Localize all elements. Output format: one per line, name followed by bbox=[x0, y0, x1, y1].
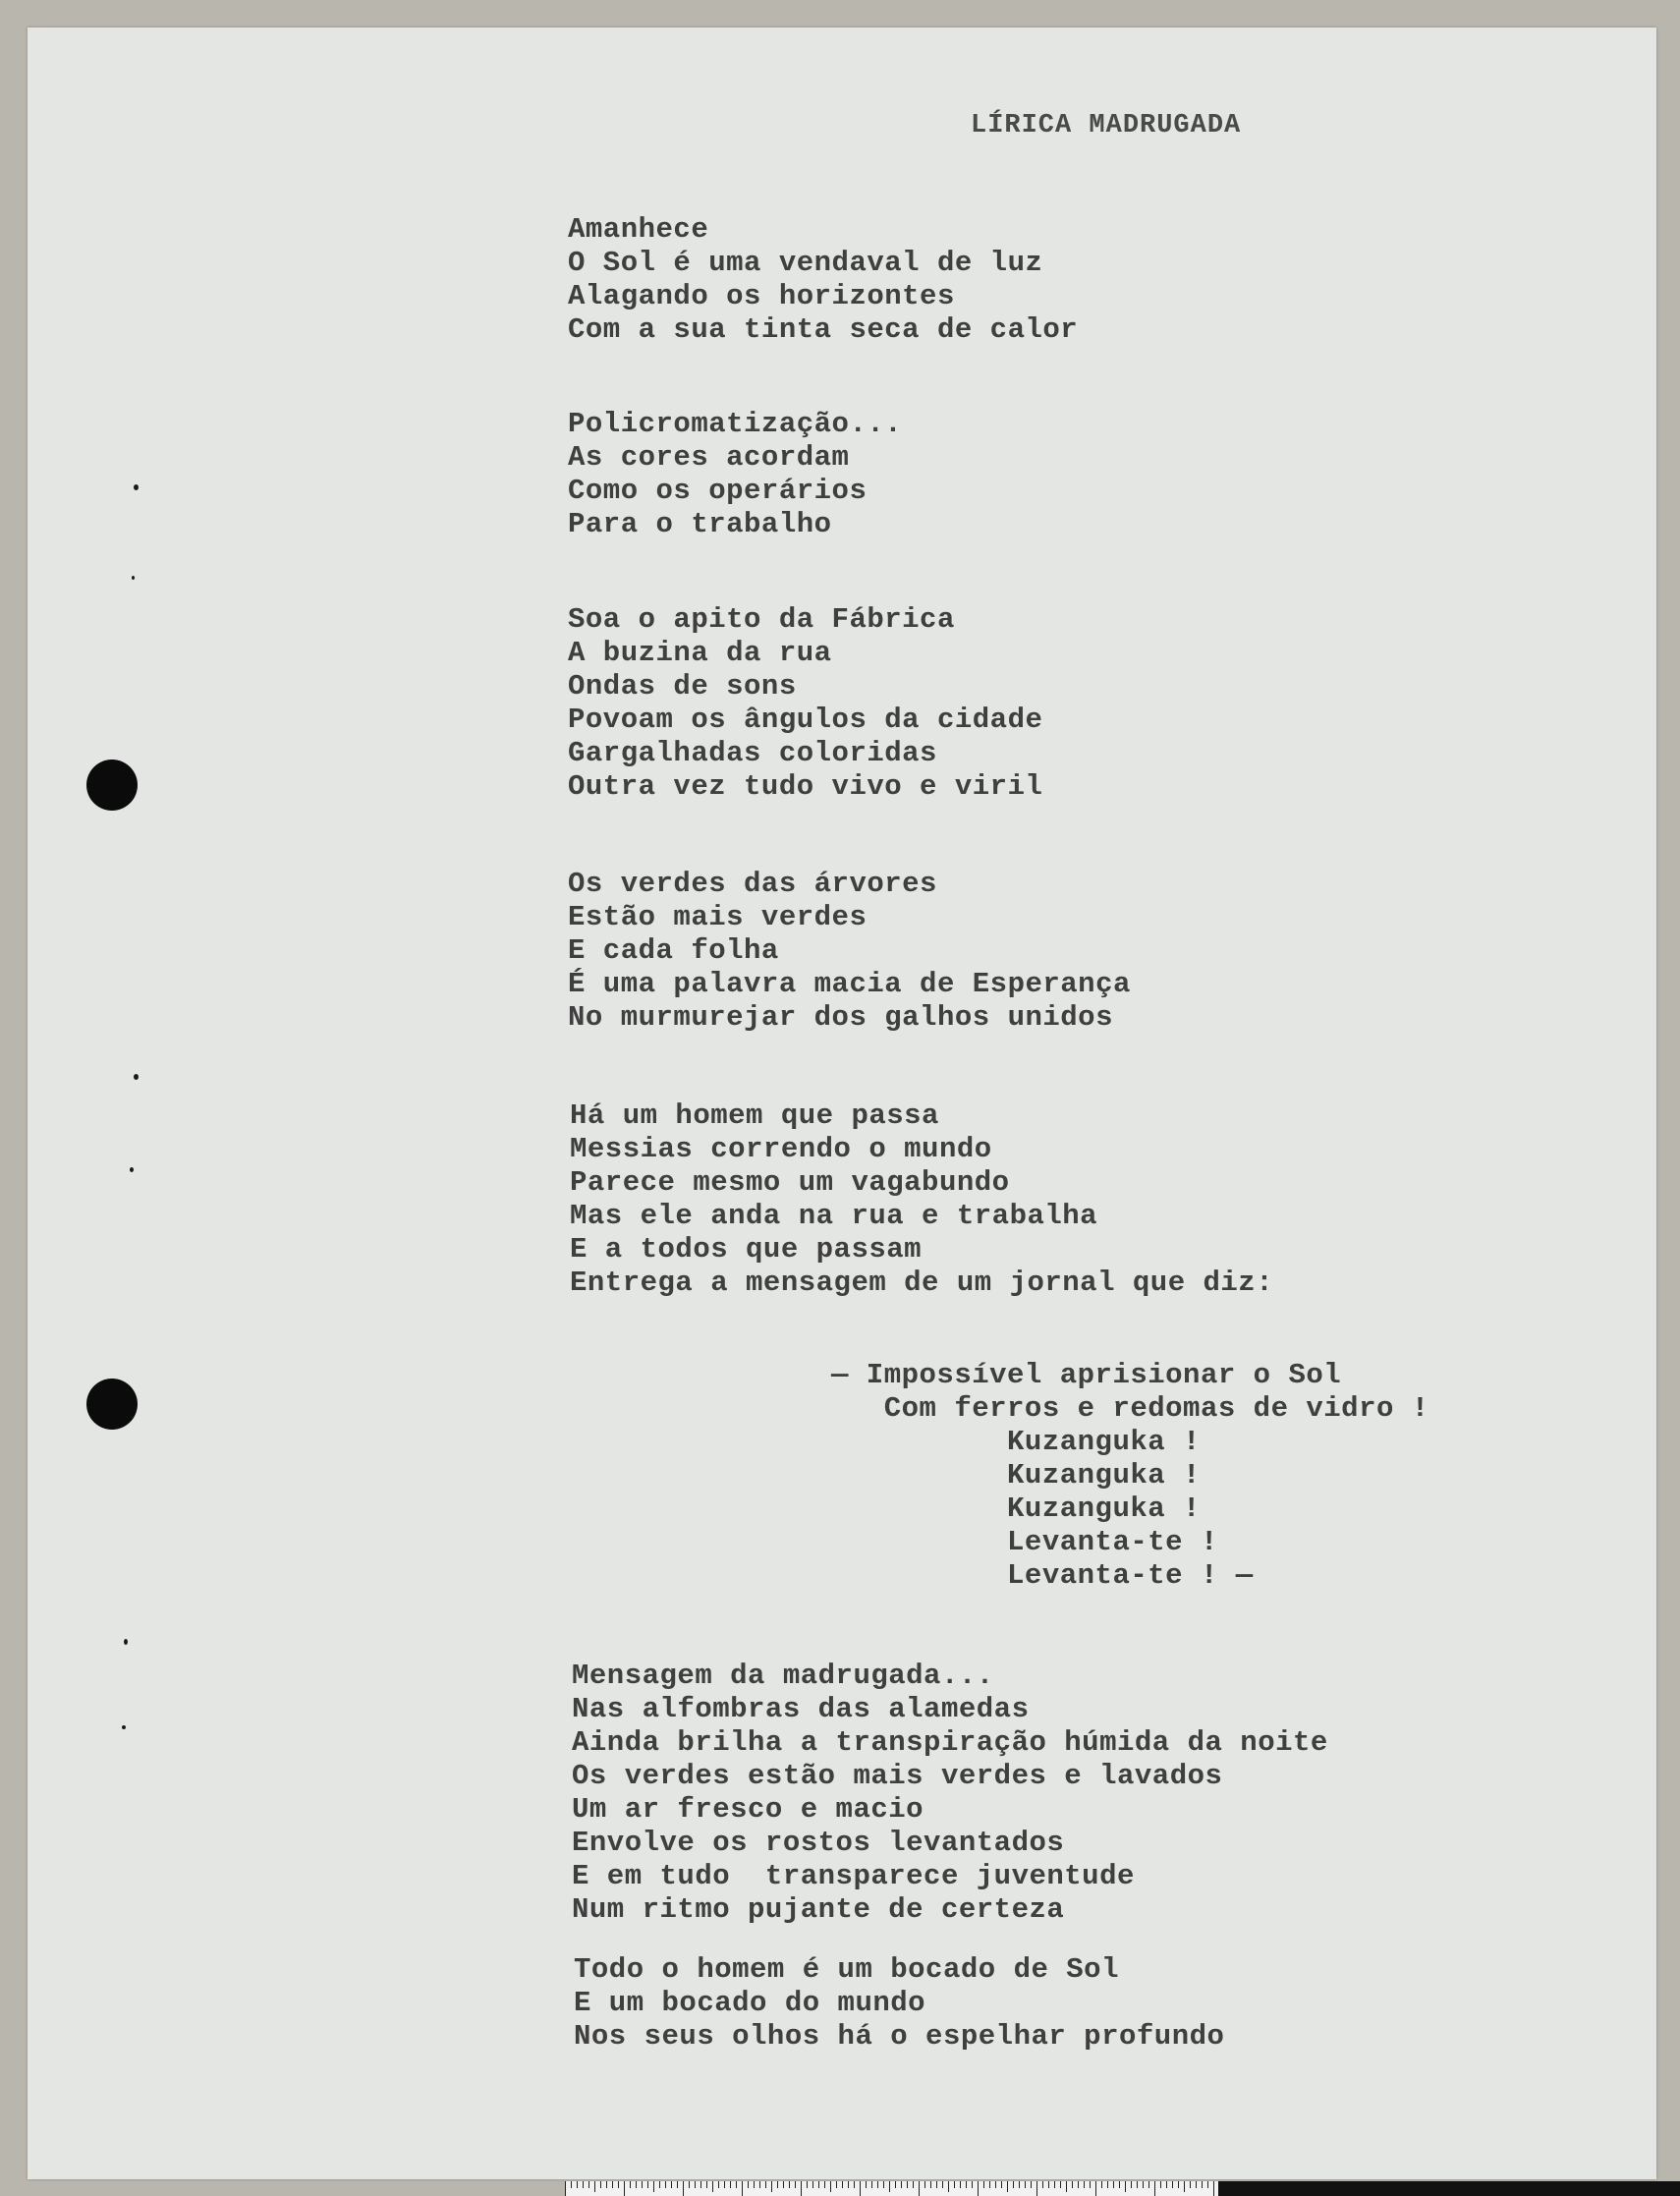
ruler-tick bbox=[924, 2181, 925, 2188]
stanza-2 bbox=[568, 408, 902, 541]
ruler-tick bbox=[600, 2181, 601, 2188]
ruler-tick bbox=[588, 2181, 589, 2188]
ruler-tick bbox=[942, 2181, 943, 2188]
ruler-tick bbox=[895, 2181, 896, 2188]
ruler-tick bbox=[1048, 2181, 1049, 2188]
ruler-tick bbox=[930, 2181, 931, 2188]
ruler-tick bbox=[1060, 2181, 1061, 2188]
ruler-tick bbox=[612, 2181, 613, 2188]
poem-line: Com a sua tinta seca de calor bbox=[568, 313, 1079, 346]
ruler-tick bbox=[748, 2181, 749, 2188]
ruler-tick bbox=[1113, 2181, 1114, 2188]
stanza-4 bbox=[568, 868, 1131, 1035]
speck bbox=[134, 1074, 139, 1080]
ruler-tick bbox=[877, 2181, 878, 2188]
ruler-tick bbox=[1054, 2181, 1055, 2188]
ruler-tick bbox=[642, 2181, 643, 2188]
ruler-tick bbox=[972, 2181, 973, 2188]
ruler-tick bbox=[683, 2181, 684, 2196]
ruler-tick bbox=[577, 2181, 578, 2188]
scale-ruler-dark-segment bbox=[1218, 2181, 1680, 2196]
ruler-tick bbox=[883, 2181, 884, 2188]
ruler-tick bbox=[765, 2181, 766, 2188]
ruler-tick bbox=[1178, 2181, 1179, 2188]
ruler-tick bbox=[1078, 2181, 1079, 2188]
ruler-tick bbox=[671, 2181, 672, 2188]
speck bbox=[132, 576, 135, 580]
poem-line: Outra vez tudo vivo e viril bbox=[568, 770, 1043, 803]
ruler-tick bbox=[1007, 2181, 1008, 2192]
ruler-tick bbox=[1190, 2181, 1191, 2188]
speck bbox=[130, 1167, 134, 1172]
stanza-6 bbox=[831, 1359, 1429, 1593]
ruler-tick bbox=[1160, 2181, 1161, 2188]
speck bbox=[124, 1639, 128, 1645]
ruler-tick bbox=[889, 2181, 890, 2192]
poem-line: As cores acordam bbox=[568, 441, 850, 474]
ruler-tick bbox=[1036, 2181, 1037, 2196]
ruler-tick bbox=[624, 2181, 625, 2196]
poem-line: E cada folha bbox=[568, 934, 779, 967]
poem-line: Num ritmo pujante de certeza bbox=[572, 1893, 1065, 1926]
poem-line: Estão mais verdes bbox=[568, 901, 868, 933]
ruler-tick bbox=[1137, 2181, 1138, 2188]
ruler-tick bbox=[948, 2181, 949, 2192]
ruler-tick bbox=[759, 2181, 760, 2188]
ruler-tick bbox=[1101, 2181, 1102, 2188]
ruler-tick bbox=[1148, 2181, 1149, 2188]
ruler-tick bbox=[730, 2181, 731, 2188]
poem-line: Os verdes das árvores bbox=[568, 868, 937, 900]
ruler-tick bbox=[630, 2181, 631, 2188]
poem-line: Um ar fresco e macio bbox=[572, 1793, 924, 1826]
ruler-tick bbox=[801, 2181, 802, 2196]
poem-line: E um bocado do mundo bbox=[574, 1987, 926, 2019]
poem-line: Como os operários bbox=[568, 475, 868, 507]
ruler-tick bbox=[565, 2181, 566, 2196]
poem-line: Com ferros e redomas de vidro ! bbox=[831, 1392, 1429, 1425]
ruler-tick bbox=[1066, 2181, 1067, 2192]
poem-line: Para o trabalho bbox=[568, 508, 832, 540]
ruler-tick bbox=[1196, 2181, 1197, 2188]
ruler-tick bbox=[706, 2181, 707, 2188]
poem-line: — Impossível aprisionar o Sol bbox=[831, 1359, 1342, 1391]
ruler-tick bbox=[1001, 2181, 1002, 2188]
speck bbox=[122, 1725, 126, 1729]
ruler-tick bbox=[636, 2181, 637, 2188]
ruler-tick bbox=[983, 2181, 984, 2188]
poem-line: Levanta-te ! bbox=[831, 1526, 1218, 1558]
ruler-tick bbox=[907, 2181, 908, 2188]
poem-line: Os verdes estão mais verdes e lavados bbox=[572, 1760, 1223, 1792]
poem-line: Kuzanguka ! bbox=[831, 1459, 1201, 1492]
ruler-tick bbox=[712, 2181, 713, 2192]
poem-line: Alagando os horizontes bbox=[568, 280, 955, 312]
ruler-tick bbox=[1213, 2181, 1214, 2196]
poem-line: Messias correndo o mundo bbox=[570, 1133, 992, 1165]
ruler-tick bbox=[824, 2181, 825, 2188]
ruler-tick bbox=[901, 2181, 902, 2188]
ruler-tick bbox=[594, 2181, 595, 2192]
ruler-tick bbox=[677, 2181, 678, 2188]
ruler-tick bbox=[960, 2181, 961, 2188]
ruler-tick bbox=[659, 2181, 660, 2188]
poem-line: Policromatização... bbox=[568, 408, 903, 440]
ruler-tick bbox=[854, 2181, 855, 2188]
ruler-tick bbox=[1184, 2181, 1185, 2192]
ruler-tick bbox=[1084, 2181, 1085, 2188]
poem-line: Kuzanguka ! bbox=[831, 1492, 1201, 1525]
ruler-tick bbox=[1207, 2181, 1208, 2188]
stanza-3 bbox=[568, 603, 1042, 804]
ruler-tick bbox=[742, 2181, 743, 2196]
ruler-tick bbox=[966, 2181, 967, 2188]
ruler-tick bbox=[842, 2181, 843, 2188]
poem-line: Nas alfombras das alamedas bbox=[572, 1693, 1030, 1725]
ruler-tick bbox=[665, 2181, 666, 2188]
ruler-tick bbox=[978, 2181, 979, 2196]
ruler-tick bbox=[989, 2181, 990, 2188]
ruler-tick bbox=[936, 2181, 937, 2188]
ruler-tick bbox=[830, 2181, 831, 2192]
ruler-tick bbox=[606, 2181, 607, 2188]
stanza-7 bbox=[572, 1660, 1328, 1927]
ruler-tick bbox=[1172, 2181, 1173, 2188]
ruler-tick bbox=[995, 2181, 996, 2188]
ruler-tick bbox=[724, 2181, 725, 2188]
poem-line: Há um homem que passa bbox=[570, 1099, 939, 1132]
ruler-tick bbox=[1131, 2181, 1132, 2188]
ruler-tick bbox=[1090, 2181, 1091, 2188]
ruler-tick bbox=[807, 2181, 808, 2188]
ruler-tick bbox=[618, 2181, 619, 2188]
ruler-tick bbox=[689, 2181, 690, 2188]
poem-line: A buzina da rua bbox=[568, 637, 832, 669]
ruler-tick bbox=[647, 2181, 648, 2188]
punch-hole-top bbox=[86, 760, 138, 811]
poem-line: Amanhece bbox=[568, 213, 709, 246]
poem-line: Envolve os rostos levantados bbox=[572, 1827, 1065, 1859]
ruler-tick bbox=[860, 2181, 861, 2196]
ruler-tick bbox=[795, 2181, 796, 2188]
ruler-tick bbox=[1072, 2181, 1073, 2188]
ruler-tick bbox=[818, 2181, 819, 2188]
ruler-tick bbox=[1013, 2181, 1014, 2188]
ruler-tick bbox=[571, 2181, 572, 2188]
ruler-tick bbox=[1042, 2181, 1043, 2188]
poem-line: Parece mesmo um vagabundo bbox=[570, 1166, 1010, 1199]
ruler-tick bbox=[1019, 2181, 1020, 2188]
ruler-tick bbox=[1107, 2181, 1108, 2188]
punch-hole-bottom bbox=[86, 1379, 138, 1430]
ruler-tick bbox=[913, 2181, 914, 2188]
ruler-tick bbox=[1025, 2181, 1026, 2188]
ruler-tick bbox=[1119, 2181, 1120, 2188]
poem-line: Mas ele anda na rua e trabalha bbox=[570, 1200, 1098, 1232]
ruler-tick bbox=[836, 2181, 837, 2188]
stanza-8 bbox=[574, 1953, 1224, 2054]
ruler-tick bbox=[700, 2181, 701, 2188]
ruler-tick bbox=[1143, 2181, 1144, 2188]
poem-line: No murmurejar dos galhos unidos bbox=[568, 1001, 1113, 1034]
poem-line: Soa o apito da Fábrica bbox=[568, 603, 955, 636]
ruler-tick bbox=[954, 2181, 955, 2188]
poem-line: É uma palavra macia de Esperança bbox=[568, 968, 1131, 1000]
poem-line: Kuzanguka ! bbox=[831, 1426, 1201, 1458]
ruler-tick bbox=[754, 2181, 755, 2188]
poem-line: Povoam os ângulos da cidade bbox=[568, 704, 1043, 736]
ruler-tick bbox=[695, 2181, 696, 2188]
poem-line: Todo o homem é um bocado de Sol bbox=[574, 1953, 1119, 1986]
ruler-tick bbox=[1031, 2181, 1032, 2188]
ruler-tick bbox=[583, 2181, 584, 2188]
poem-line: Gargalhadas coloridas bbox=[568, 737, 937, 769]
ruler-tick bbox=[812, 2181, 813, 2188]
ruler-tick bbox=[919, 2181, 920, 2196]
stanza-5 bbox=[570, 1099, 1273, 1300]
ruler-tick bbox=[1125, 2181, 1126, 2192]
ruler-tick bbox=[866, 2181, 867, 2188]
ruler-tick bbox=[789, 2181, 790, 2188]
ruler-tick bbox=[777, 2181, 778, 2188]
ruler-tick bbox=[771, 2181, 772, 2192]
ruler-tick bbox=[848, 2181, 849, 2188]
speck bbox=[134, 484, 139, 490]
ruler-tick bbox=[718, 2181, 719, 2188]
ruler-tick bbox=[1166, 2181, 1167, 2188]
poem-line: E em tudo transparece juventude bbox=[572, 1860, 1135, 1892]
ruler-tick bbox=[871, 2181, 872, 2188]
poem-line: Ainda brilha a transpiração húmida da noite bbox=[572, 1726, 1328, 1759]
poem-line: Mensagem da madrugada... bbox=[572, 1660, 994, 1692]
ruler-tick bbox=[653, 2181, 654, 2192]
ruler-tick bbox=[1154, 2181, 1155, 2196]
poem-title: LÍRICA MADRUGADA bbox=[971, 111, 1242, 141]
poem-line: Entrega a mensagem de um jornal que diz: bbox=[570, 1267, 1274, 1299]
poem-line: E a todos que passam bbox=[570, 1233, 923, 1266]
poem-line: Levanta-te ! — bbox=[831, 1559, 1254, 1592]
ruler-tick bbox=[783, 2181, 784, 2188]
poem-line: Ondas de sons bbox=[568, 670, 797, 703]
ruler-tick bbox=[736, 2181, 737, 2188]
ruler-tick bbox=[1202, 2181, 1203, 2188]
ruler-tick bbox=[1095, 2181, 1096, 2196]
poem-line: O Sol é uma vendaval de luz bbox=[568, 247, 1043, 279]
stanza-1 bbox=[568, 213, 1078, 347]
poem-line: Nos seus olhos há o espelhar profundo bbox=[574, 2020, 1225, 2053]
